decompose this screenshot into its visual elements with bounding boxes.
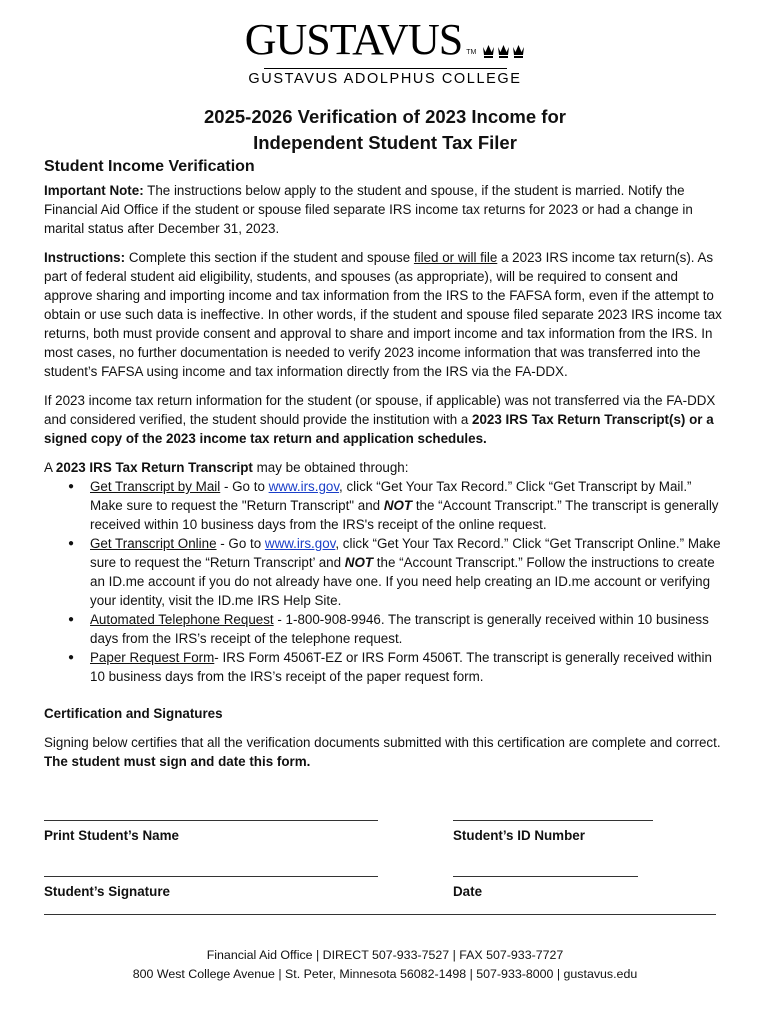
three-crowns-icon: [482, 42, 525, 58]
footer-address: 800 West College Avenue | St. Peter, Minnesota 56082-1498 | 507-933-8000 | gustavus.edu: [132, 967, 638, 981]
certification-heading: Certification and Signatures: [44, 706, 223, 721]
signature-label: Student’s Signature: [44, 884, 170, 899]
list-item-text: , click “Get Your Tax Record.” Click “Get Transcript Online.” Make sure to request the “Return Transcript’ and: [90, 536, 721, 570]
footer-contact: Financial Aid Office | DIRECT 507-933-7527 | FAX 507-933-7727: [206, 948, 564, 962]
section-heading: Student Income Verification: [44, 158, 255, 175]
important-note-label: Important Note:: [44, 183, 144, 198]
transcript-options-list: [44, 477, 724, 686]
paragraph-3-text: If 2023 income tax return information for the student (or spouse, if applicable) was not transferred via the FA-DDX and considered verified, the student should provide the institution with a: [44, 393, 716, 427]
certification-text: Signing below certifies that all the verification documents submitted with this certification are complete and correct.: [44, 735, 721, 750]
paper-request-form-link[interactable]: Paper Request Form: [90, 650, 215, 665]
paragraph-4-bold: 2023 IRS Tax Return Transcript: [55, 460, 253, 475]
paragraph-3-bold: 2023 IRS Tax Return Transcript(s) or a signed copy of the 2023 income tax return and application schedules.: [44, 412, 714, 446]
list-item: [90, 534, 724, 610]
list-item-text: - 1-800-908-9946. The transcript is generally received within 10 business days from the IRS’s receipt of the telephone request.: [90, 612, 709, 646]
list-item-text: - Go to: [220, 479, 269, 494]
irs-gov-link[interactable]: www.irs.gov: [268, 479, 340, 494]
print-name-field[interactable]: [44, 820, 378, 821]
paragraph-4-text-a: A: [44, 460, 56, 475]
list-item-text: , click “Get Your Tax Record.” Click “Get Transcript by Mail.” Make sure to request the "Return Transcript" and: [90, 479, 692, 513]
list-item-text: the “Account Transcript.” Follow the instructions to create an ID.me account if you do not already have one. If you need help creating an ID.me account or verifying your identity, visit the ID.me IRS Help Site.: [90, 555, 715, 608]
instructions-underlined: filed or will file: [413, 250, 498, 265]
date-field[interactable]: [453, 876, 638, 877]
instructions-paragraph: [44, 248, 724, 381]
list-item-text: the “Account Transcript.” The transcript is generally received within 10 business days from the IRS's receipt of the online request.: [90, 498, 719, 532]
list-item: [90, 648, 724, 686]
document-body: [44, 155, 724, 771]
student-id-field[interactable]: [453, 820, 653, 821]
list-item-text: - IRS Form 4506T-EZ or IRS Form 4506T. The transcript is generally received within 10 business days from the IRS’s receipt of the paper request form.: [90, 650, 712, 684]
important-note: [44, 181, 724, 238]
footer: [0, 946, 770, 984]
transcript-intro: [44, 458, 724, 477]
date-label: Date: [453, 884, 483, 899]
instructions-label: Instructions:: [44, 250, 126, 265]
list-item: [90, 477, 724, 534]
instructions-text-a: Complete this section if the student and spouse: [125, 250, 414, 265]
automated-telephone-request-link[interactable]: Automated Telephone Request: [90, 612, 274, 627]
logo-trademark: TM: [466, 49, 477, 56]
document-title: [0, 104, 770, 156]
logo-subtitle: GUSTAVUS ADOLPHUS COLLEGE: [248, 71, 522, 87]
important-note-text: The instructions below apply to the student and spouse, if the student is married. Notify the Financial Aid Office if the student or spouse filed separate IRS income tax returns for 2023 or had a change in marital status after December 31, 2023.: [44, 183, 693, 236]
paragraph-4-text-b: may be obtained through:: [252, 460, 409, 475]
signature-field[interactable]: [44, 876, 378, 877]
list-item-emphasis: NOT: [383, 498, 413, 513]
title-line-2: Independent Student Tax Filer: [253, 132, 517, 153]
title-line-1: 2025-2026 Verification of 2023 Income for: [204, 106, 566, 127]
student-id-label: Student’s ID Number: [453, 828, 585, 843]
logo-name: GUSTAVUS: [244, 15, 463, 64]
footer-divider: [44, 914, 716, 915]
college-logo: [0, 15, 770, 87]
irs-gov-link[interactable]: www.irs.gov: [264, 536, 336, 551]
logo-divider: [264, 68, 507, 69]
transcript-requirement-paragraph: [44, 391, 724, 448]
instructions-text-b: a 2023 IRS income tax return(s). As part of federal student aid eligibility, students, and spouses (as appropriate), will be required to consent and approve sharing and importing income and tax information from the IRS to the FAFSA form, even if the attempt to obtain or use such data is ineffective. In other words, if the student and spouse filed separate 2023 IRS income tax returns, both must provide consent and approval to share and import income and tax information from the IRS. In most cases, no further documentation is needed to verify 2023 income information that was transferred into the student’s FAFSA using income and tax information directly from the IRS via the FA-DDX.: [44, 250, 722, 379]
list-item-text: - Go to: [216, 536, 265, 551]
get-transcript-by-mail-link[interactable]: Get Transcript by Mail: [90, 479, 221, 494]
logo-wordmark: [244, 15, 526, 64]
print-name-label: Print Student’s Name: [44, 828, 179, 843]
get-transcript-online-link[interactable]: Get Transcript Online: [90, 536, 217, 551]
list-item: [90, 610, 724, 648]
list-item-emphasis: NOT: [344, 555, 374, 570]
must-sign-notice: The student must sign and date this form.: [44, 754, 311, 769]
